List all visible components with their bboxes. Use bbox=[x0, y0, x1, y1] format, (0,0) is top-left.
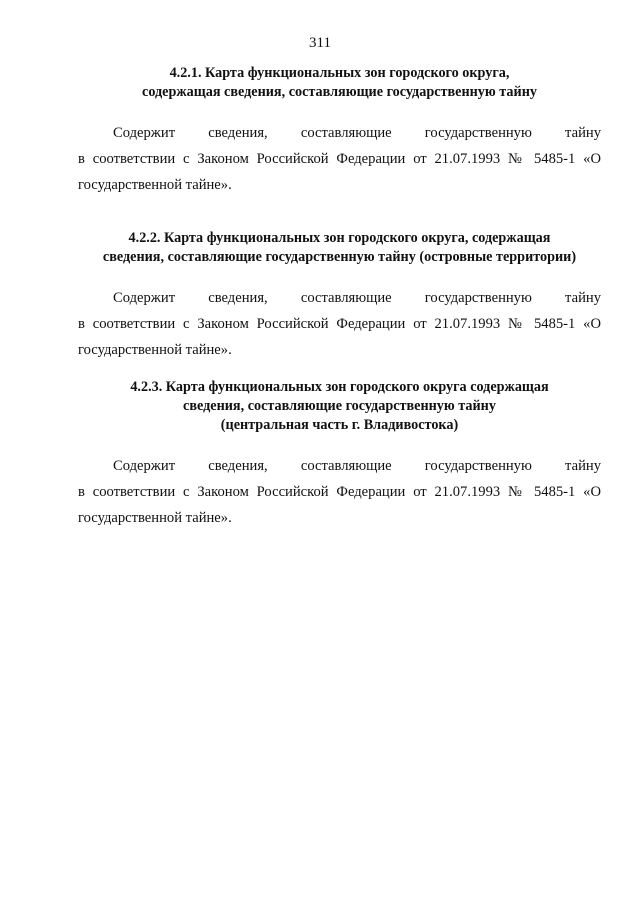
body-line: государственной тайне». bbox=[78, 510, 232, 526]
body-line: Содержит сведения, составляющие государственную тайну bbox=[113, 290, 601, 306]
page-number: 311 bbox=[309, 35, 331, 51]
section-heading bbox=[78, 378, 601, 435]
heading-line: сведения, составляющие государственную тайну (островные территории) bbox=[102, 249, 577, 265]
section-4-2-3 bbox=[78, 378, 601, 531]
body-line: государственной тайне». bbox=[78, 342, 232, 358]
section-heading bbox=[78, 229, 601, 267]
section-4-2-1 bbox=[78, 64, 601, 198]
section-heading bbox=[78, 64, 601, 102]
section-4-2-2 bbox=[78, 229, 601, 363]
body-line: Содержит сведения, составляющие государственную тайну bbox=[113, 458, 601, 474]
body-line: в соответствии с Законом Российской Федерации от 21.07.1993 № 5485-1 «О bbox=[78, 316, 601, 332]
section-body bbox=[78, 285, 601, 363]
heading-line: 4.2.1. Карта функциональных зон городского округа, bbox=[169, 65, 510, 81]
body-line: в соответствии с Законом Российской Федерации от 21.07.1993 № 5485-1 «О bbox=[78, 484, 601, 500]
heading-line: содержащая сведения, составляющие государственную тайну bbox=[142, 84, 537, 100]
body-line: Содержит сведения, составляющие государственную тайну bbox=[113, 125, 601, 141]
section-body bbox=[78, 120, 601, 198]
heading-line: (центральная часть г. Владивостока) bbox=[220, 417, 459, 433]
heading-line: 4.2.3. Карта функциональных зон городского округа содержащая bbox=[130, 379, 549, 395]
heading-line: сведения, составляющие государственную тайну bbox=[183, 398, 496, 414]
heading-line: 4.2.2. Карта функциональных зон городского округа, содержащая bbox=[128, 230, 551, 246]
body-line: в соответствии с Законом Российской Федерации от 21.07.1993 № 5485-1 «О bbox=[78, 151, 601, 167]
body-line: государственной тайне». bbox=[78, 177, 232, 193]
section-body bbox=[78, 453, 601, 531]
